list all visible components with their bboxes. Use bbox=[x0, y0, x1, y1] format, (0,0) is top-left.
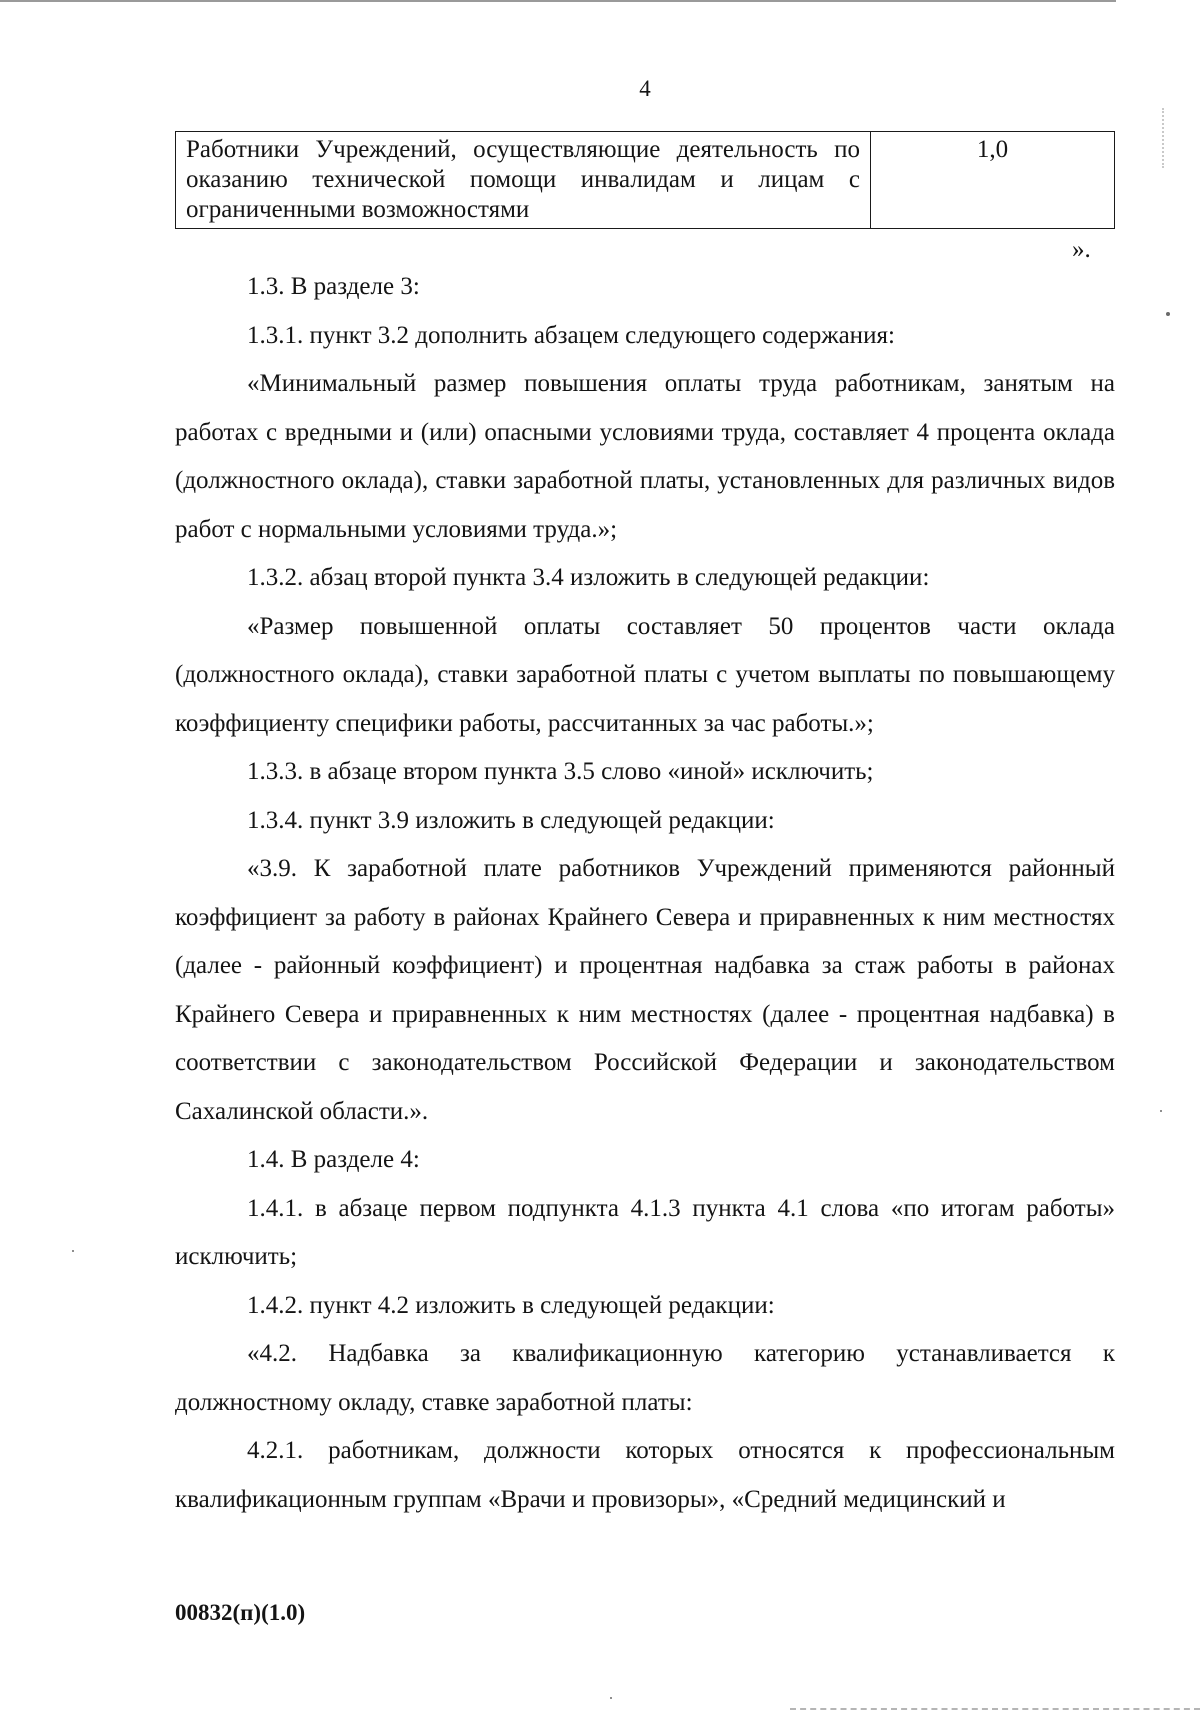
closing-quote: ». bbox=[1072, 236, 1091, 263]
scan-margin-marks bbox=[1162, 108, 1166, 168]
scan-speck bbox=[1160, 1110, 1162, 1112]
table-cell-value: 1,0 bbox=[871, 132, 1115, 229]
scan-speck bbox=[72, 1250, 74, 1252]
paragraph: «4.2. Надбавка за квалификационную категорию устанавливается к должностному окладу, ставке заработной платы: bbox=[175, 1340, 1115, 1416]
paragraph: 1.4.2. пункт 4.2 изложить в следующей редакции: bbox=[247, 1291, 775, 1319]
page-number: 4 bbox=[639, 76, 651, 101]
paragraph: 1.4. В разделе 4: bbox=[247, 1146, 420, 1173]
document-code: 00832(п)(1.0) bbox=[175, 1600, 306, 1625]
coefficient-table bbox=[175, 131, 1115, 229]
scan-edge-bottom bbox=[790, 1708, 1200, 1712]
paragraph: 1.3. В разделе 3: bbox=[247, 273, 420, 300]
document-body bbox=[175, 263, 1115, 1524]
paragraph: 1.3.1. пункт 3.2 дополнить абзацем следующего содержания: bbox=[247, 321, 895, 349]
paragraph: 1.3.2. абзац второй пункта 3.4 изложить в следующей редакции: bbox=[247, 564, 930, 591]
paragraph: 1.3.4. пункт 3.9 изложить в следующей редакции: bbox=[247, 806, 775, 834]
table-cell-description: Работники Учреждений, осуществляющие деятельность по оказанию технической помощи инвалидам и лицам с ограниченными возможностями bbox=[176, 132, 871, 229]
scan-speck bbox=[610, 1697, 612, 1699]
paragraph: 4.2.1. работникам, должности которых относятся к профессиональным квалификационным группам «Врачи и провизоры», «Средний медицинский и bbox=[175, 1437, 1115, 1513]
table-row bbox=[176, 132, 1115, 229]
scan-speck bbox=[1166, 312, 1170, 316]
paragraph: «Размер повышенной оплаты составляет 50 процентов части оклада (должностного оклада), ставки заработной платы с учетом выплаты по повышающему коэффициенту специфики работы, рассчитанных за час работы.»; bbox=[175, 612, 1115, 737]
paragraph: 1.4.1. в абзаце первом подпункта 4.1.3 пункта 4.1 слова «по итогам работы» исключить; bbox=[175, 1194, 1115, 1270]
paragraph: «3.9. К заработной плате работников Учреждений применяются районный коэффициент за работу в районах Крайнего Севера и приравненных к ним местностях (далее - районный коэффициент) и процентная надбавка за стаж работы в районах Крайнего Севера и приравненных к ним местностях (далее - процентная надбавка) в соответствии с законодательством Российской Федерации и законодательством Сахалинской области.». bbox=[175, 855, 1115, 1125]
scan-edge-top bbox=[0, 0, 1200, 2]
paragraph: «Минимальный размер повышения оплаты труда работникам, занятым на работах с вредными и (или) опасными условиями труда, составляет 4 процента оклада (должностного оклада), ставки заработной платы, установленных для различных видов работ с нормальными условиями труда.»; bbox=[175, 370, 1115, 543]
paragraph: 1.3.3. в абзаце втором пункта 3.5 слово «иной» исключить; bbox=[247, 758, 874, 785]
